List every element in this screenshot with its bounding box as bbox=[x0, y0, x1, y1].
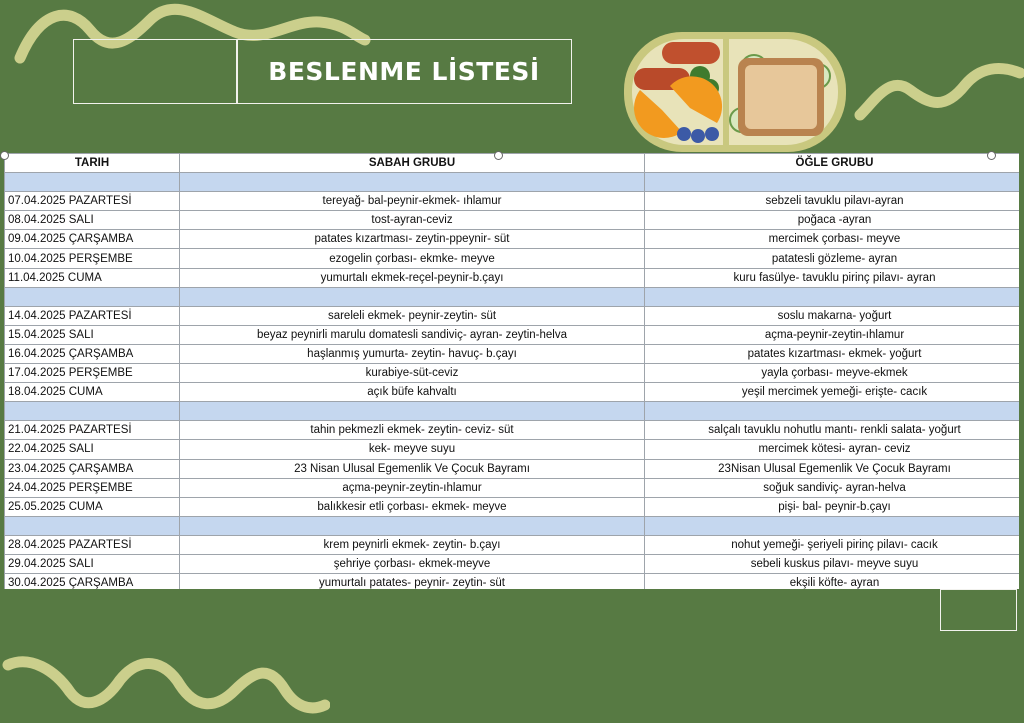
morning-meal-cell: yumurtalı ekmek-reçel-peynir-b.çayı bbox=[180, 268, 645, 287]
table-row bbox=[5, 574, 1020, 589]
date-cell: 18.04.2025 CUMA bbox=[5, 383, 180, 402]
date-cell: 23.04.2025 ÇARŞAMBA bbox=[5, 459, 180, 478]
week-separator-row bbox=[5, 402, 1020, 421]
date-cell: 09.04.2025 ÇARŞAMBA bbox=[5, 230, 180, 249]
table-row bbox=[5, 478, 1020, 497]
meal-table-sheet bbox=[4, 153, 1019, 589]
week-separator-row bbox=[5, 287, 1020, 306]
table-row bbox=[5, 364, 1020, 383]
separator-cell bbox=[645, 287, 1020, 306]
separator-cell bbox=[5, 402, 180, 421]
separator-cell bbox=[180, 173, 645, 192]
noon-meal-cell: pişi- bal- peynir-b.çayı bbox=[645, 497, 1020, 516]
noon-meal-cell: salçalı tavuklu nohutlu mantı- renkli salata- yoğurt bbox=[645, 421, 1020, 440]
table-row bbox=[5, 192, 1020, 211]
date-cell: 08.04.2025 SALI bbox=[5, 211, 180, 230]
title-box bbox=[73, 39, 572, 104]
date-cell: 07.04.2025 PAZARTESİ bbox=[5, 192, 180, 211]
noon-meal-cell: soğuk sandiviç- ayran-helva bbox=[645, 478, 1020, 497]
table-row bbox=[5, 211, 1020, 230]
noon-meal-cell: yayla çorbası- meyve-ekmek bbox=[645, 364, 1020, 383]
noon-meal-cell: mercimek kötesi- ayran- ceviz bbox=[645, 440, 1020, 459]
table-row bbox=[5, 268, 1020, 287]
column-header-noon: ÖĞLE GRUBU bbox=[645, 154, 1020, 173]
separator-cell bbox=[645, 173, 1020, 192]
table-row bbox=[5, 440, 1020, 459]
morning-meal-cell: beyaz peynirli marulu domatesli sandiviç- ayran- zeytin-helva bbox=[180, 325, 645, 344]
noon-meal-cell: sebzeli tavuklu pilavı-ayran bbox=[645, 192, 1020, 211]
noon-meal-cell: poğaca -ayran bbox=[645, 211, 1020, 230]
morning-meal-cell: kurabiye-süt-ceviz bbox=[180, 364, 645, 383]
separator-cell bbox=[180, 402, 645, 421]
morning-meal-cell: krem peynirli ekmek- zeytin- b.çayı bbox=[180, 535, 645, 554]
date-cell: 14.04.2025 PAZARTESİ bbox=[5, 306, 180, 325]
week-separator-row bbox=[5, 516, 1020, 535]
table-row bbox=[5, 497, 1020, 516]
date-cell: 29.04.2025 SALI bbox=[5, 554, 180, 573]
column-header-date: TARIH bbox=[5, 154, 180, 173]
table-row bbox=[5, 554, 1020, 573]
morning-meal-cell: açma-peynir-zeytin-ıhlamur bbox=[180, 478, 645, 497]
separator-cell bbox=[645, 516, 1020, 535]
table-row bbox=[5, 459, 1020, 478]
week-separator-row bbox=[5, 173, 1020, 192]
table-row bbox=[5, 535, 1020, 554]
column-header-morning: SABAH GRUBU bbox=[180, 154, 645, 173]
morning-meal-cell: sareleli ekmek- peynir-zeytin- süt bbox=[180, 306, 645, 325]
noon-meal-cell: patatesli gözleme- ayran bbox=[645, 249, 1020, 268]
noon-meal-cell: soslu makarna- yoğurt bbox=[645, 306, 1020, 325]
empty-box bbox=[940, 589, 1017, 631]
noon-meal-cell: ekşili köfte- ayran bbox=[645, 574, 1020, 589]
separator-cell bbox=[645, 402, 1020, 421]
resize-handle[interactable] bbox=[987, 151, 996, 160]
squiggle-decoration bbox=[0, 640, 330, 723]
squiggle-decoration bbox=[850, 55, 1024, 135]
morning-meal-cell: haşlanmış yumurta- zeytin- havuç- b.çayı bbox=[180, 344, 645, 363]
morning-meal-cell: şehriye çorbası- ekmek-meyve bbox=[180, 554, 645, 573]
noon-meal-cell: nohut yemeği- şeriyeli pirinç pilavı- cacık bbox=[645, 535, 1020, 554]
morning-meal-cell: kek- meyve suyu bbox=[180, 440, 645, 459]
morning-meal-cell: ezogelin çorbası- ekmke- meyve bbox=[180, 249, 645, 268]
table-row bbox=[5, 306, 1020, 325]
date-cell: 24.04.2025 PERŞEMBE bbox=[5, 478, 180, 497]
noon-meal-cell: 23Nisan Ulusal Egemenlik Ve Çocuk Bayramı bbox=[645, 459, 1020, 478]
resize-handle[interactable] bbox=[0, 151, 9, 160]
date-cell: 30.04.2025 ÇARŞAMBA bbox=[5, 574, 180, 589]
date-cell: 15.04.2025 SALI bbox=[5, 325, 180, 344]
morning-meal-cell: yumurtalı patates- peynir- zeytin- süt bbox=[180, 574, 645, 589]
date-cell: 25.05.2025 CUMA bbox=[5, 497, 180, 516]
noon-meal-cell: sebeli kuskus pilavı- meyve suyu bbox=[645, 554, 1020, 573]
table-row bbox=[5, 249, 1020, 268]
table-row bbox=[5, 230, 1020, 249]
date-cell: 21.04.2025 PAZARTESİ bbox=[5, 421, 180, 440]
date-cell: 16.04.2025 ÇARŞAMBA bbox=[5, 344, 180, 363]
separator-cell bbox=[5, 287, 180, 306]
morning-meal-cell: açık büfe kahvaltı bbox=[180, 383, 645, 402]
table-row bbox=[5, 421, 1020, 440]
table-header-row bbox=[5, 154, 1020, 173]
table-row bbox=[5, 325, 1020, 344]
noon-meal-cell: mercimek çorbası- meyve bbox=[645, 230, 1020, 249]
morning-meal-cell: patates kızartması- zeytin-ppeynir- süt bbox=[180, 230, 645, 249]
meal-table bbox=[4, 153, 1019, 589]
separator-cell bbox=[5, 516, 180, 535]
noon-meal-cell: açma-peynir-zeytin-ıhlamur bbox=[645, 325, 1020, 344]
table-row bbox=[5, 344, 1020, 363]
resize-handle[interactable] bbox=[494, 151, 503, 160]
separator-cell bbox=[5, 173, 180, 192]
page-title: BESLENME LİSTESİ bbox=[268, 57, 540, 86]
morning-meal-cell: 23 Nisan Ulusal Egemenlik Ve Çocuk Bayramı bbox=[180, 459, 645, 478]
noon-meal-cell: yeşil mercimek yemeği- erişte- cacık bbox=[645, 383, 1020, 402]
noon-meal-cell: kuru fasülye- tavuklu pirinç pilavı- ayran bbox=[645, 268, 1020, 287]
morning-meal-cell: tahin pekmezli ekmek- zeytin- ceviz- süt bbox=[180, 421, 645, 440]
lunchbox-illustration bbox=[622, 28, 848, 156]
date-cell: 28.04.2025 PAZARTESİ bbox=[5, 535, 180, 554]
table-row bbox=[5, 383, 1020, 402]
separator-cell bbox=[180, 287, 645, 306]
separator-cell bbox=[180, 516, 645, 535]
date-cell: 17.04.2025 PERŞEMBE bbox=[5, 364, 180, 383]
date-cell: 10.04.2025 PERŞEMBE bbox=[5, 249, 180, 268]
date-cell: 22.04.2025 SALI bbox=[5, 440, 180, 459]
morning-meal-cell: tost-ayran-ceviz bbox=[180, 211, 645, 230]
date-cell: 11.04.2025 CUMA bbox=[5, 268, 180, 287]
noon-meal-cell: patates kızartması- ekmek- yoğurt bbox=[645, 344, 1020, 363]
morning-meal-cell: tereyağ- bal-peynir-ekmek- ıhlamur bbox=[180, 192, 645, 211]
morning-meal-cell: balıkkesir etli çorbası- ekmek- meyve bbox=[180, 497, 645, 516]
